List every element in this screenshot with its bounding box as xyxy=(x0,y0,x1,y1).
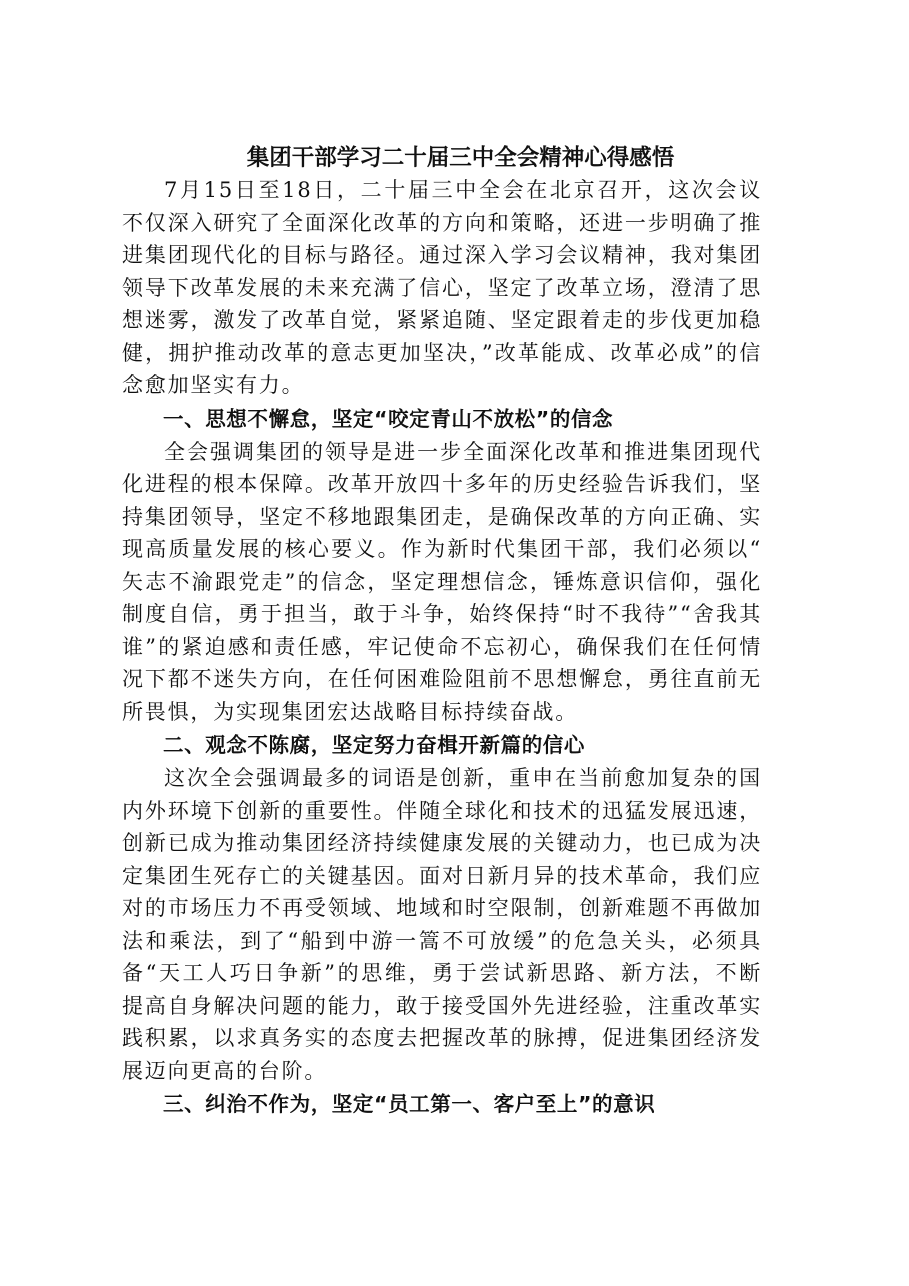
section-3-heading: 三、纠治不作为，坚定“员工第一、客户至上”的意识 xyxy=(163,1092,656,1116)
document-title: 集团干部学习二十届三中全会精神心得感悟 xyxy=(246,145,675,171)
section-2-paragraph: 这次全会强调最多的词语是创新，重申在当前愈加复杂的国内外环境下创新的重要性。伴随全球化和技术的迅猛发展迅速，创新已成为推动集团经济持续健康发展的关键动力，也已成为决定集团生死存亡的关键基因。面对日新月异的技术革命，我们应对的市场压力不再受领域、地域和时空限制，创新难题不再做加法和乘法，到了“船到中游一篙不可放缓”的危急关头，必须具备“天工人巧日争新”的思维，勇于尝试新思路、新方法，不断提高自身解决问题的能力，敢于接受国外先进经验，注重改革实践积累，以求真务实的态度去把握改革的脉搏，促进集团经济发展迈向更高的台阶。 xyxy=(122,766,762,1083)
section-2-heading: 二、观念不陈腐，坚定努力奋楫开新篇的信心 xyxy=(163,733,585,757)
section-1-heading: 一、思想不懈怠，坚定“咬定青山不放松”的信念 xyxy=(163,406,614,431)
section-1-paragraph: 全会强调集团的领导是进一步全面深化改革和推进集团现代化进程的根本保障。改革开放四十多年的历史经验告诉我们，坚持集团领导，坚定不移地跟集团走，是确保改革的方向正确、实现高质量发展的核心要义。作为新时代集团干部，我们必须以“矢志不渝跟党走”的信念，坚定理想信念，锤炼意识信仰，强化制度自信，勇于担当，敢于斗争，始终保持“时不我待”“舍我其谁”的紧迫感和责任感，牢记使命不忘初心，确保我们在任何情况下都不迷失方向，在任何困难险阻前不思想懈怠，勇往直前无所畏惧，为实现集团宏达战略目标持续奋战。 xyxy=(122,439,762,724)
intro-paragraph: 7月15日至18日，二十届三中全会在北京召开，这次会议不仅深入研究了全面深化改革的方向和策略，还进一步明确了推进集团现代化的目标与路径。通过深入学习会议精神，我对集团领导下改革发展的未来充满了信心，坚定了改革立场，澄清了思想迷雾，激发了改革自觉，紧紧追随、坚定跟着走的步伐更加稳健，拥护推动改革的意志更加坚决，”改革能成、改革必成”的信念愈加坚实有力。 xyxy=(122,178,762,397)
document-body xyxy=(122,174,762,1121)
